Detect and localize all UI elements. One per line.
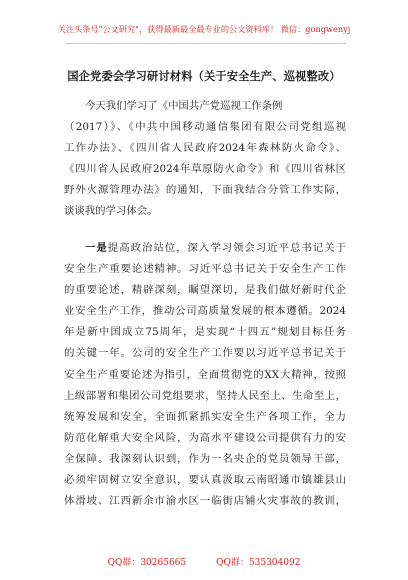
footer-contact [0, 555, 408, 568]
paragraph-line: 的关键一年。公司的安全生产工作要以习近平总书记关于 [64, 347, 346, 360]
paragraph-line: 业安全生产工作，推动公司高质量发展的根本遵循。2024 [64, 305, 346, 318]
paragraph-line: （2017）》、《中共中国移动通信集团有限公司党组巡视 [64, 121, 346, 134]
footer-qq-group-1: QQ群：30265665 [107, 558, 187, 568]
footer-qq-group-2: QQ群：535304092 [216, 558, 301, 568]
header-divider [66, 43, 346, 44]
section-first-line-text: 提高政治站位，深入学习领会习近平总书记关于 [107, 242, 346, 254]
paragraph-line: 今天我们学习了《中国共产党巡视工作条例 [85, 100, 283, 112]
paragraph-line: 安全生产重要论述精神。习近平总书记关于安全生产工作 [64, 263, 346, 276]
intro-paragraph [64, 96, 346, 223]
paragraph-line: 安全生产重要论述为指引，全面贯彻党的XX大精神，按照 [64, 368, 346, 381]
paragraph-line: 谈谈我的学习体会。 [64, 205, 158, 218]
document-title: 国企党委会学习研讨材料（关于安全生产、巡视整改） [67, 69, 341, 83]
paragraph-line: 工作办法》、《四川省人民政府2024年森林防火命令》、 [64, 142, 346, 155]
paragraph-line: 全保障。我深刻认识到，作为一名央企的党员领导干部， [64, 452, 346, 465]
section-lead: 一是 [85, 242, 108, 254]
section-one-paragraph [64, 238, 346, 512]
paragraph-line: 必须牢固树立安全意识，要认真汲取云南昭通市镇雄县山 [64, 474, 346, 487]
paragraph-line: 体滑坡、江西新余市渝水区一临街店铺火灾事故的教训， [64, 495, 346, 508]
paragraph-line [64, 238, 346, 259]
header-banner: 关注头条号"公文研究"，获得最新最全最专业的公文资料库！ 微信：gongwenyj [57, 24, 351, 34]
paragraph-line: 野外火源管理办法》的通知，下面我结合分管工作实际， [64, 184, 346, 197]
paragraph-line: 《四川省人民政府2024年草原防火命令》和《四川省林区 [64, 163, 346, 176]
paragraph-line: 防范化解重大安全风险，为高水平建设公司提供有力的安 [64, 431, 346, 444]
paragraph-line: 统筹发展和安全，全面抓紧抓实安全生产各项工作，全力 [64, 410, 346, 423]
paragraph-line: 的重要论述，精辟深刻，瞩望深切，是我们做好新时代企 [64, 284, 346, 297]
paragraph-line: 上级部署和集团公司党组要求，坚持人民至上、生命至上， [64, 389, 346, 402]
paragraph-line: 年是新中国成立75周年，是实现“十四五”规划目标任务 [64, 326, 346, 339]
